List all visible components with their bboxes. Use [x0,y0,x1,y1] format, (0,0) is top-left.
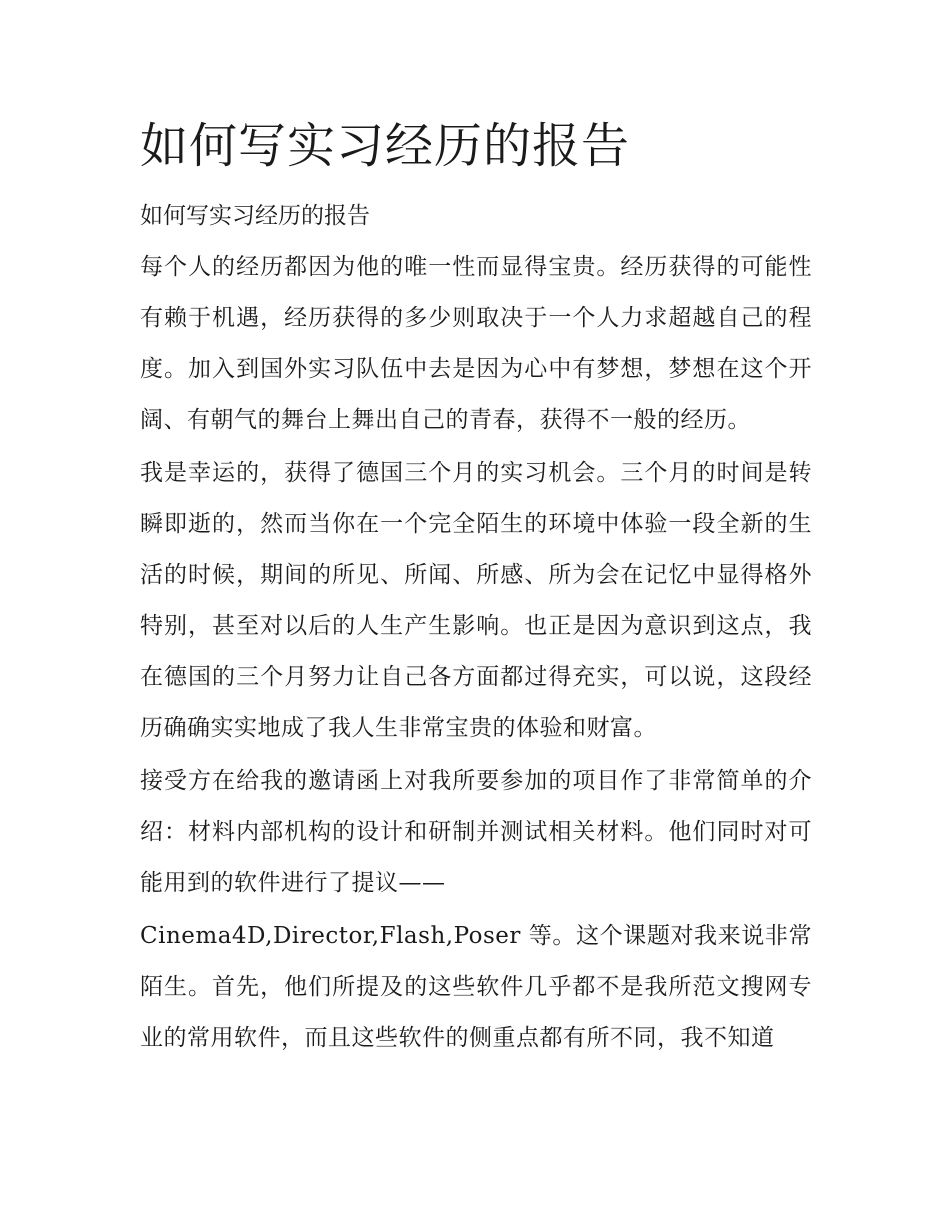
paragraph-4: Cinema4D,Director,Flash,Poser 等。这个课题对我来说非常陌生。首先，他们所提及的这些软件几乎都不是我所范文搜网专业的常用软件，而且这些软件的侧重点都有所不同，我不知道 [140,923,812,1051]
paragraph-1: 每个人的经历都因为他的唯一性而显得宝贵。经历获得的可能性有赖于机遇，经历获得的多少则取决于一个人力求超越自己的程度。加入到国外实习队伍中去是因为心中有梦想，梦想在这个开阔、有朝气的舞台上舞出自己的青春，获得不一般的经历。 [140,254,812,433]
document-title: 如何写实习经历的报告 [140,118,631,174]
paragraph-2: 我是幸运的，获得了德国三个月的实习机会。三个月的时间是转瞬即逝的，然而当你在一个完全陌生的环境中体验一段全新的生活的时候，期间的所见、所闻、所感、所为会在记忆中显得格外特别，甚至对以后的人生产生影响。也正是因为意识到这点，我在德国的三个月努力让自己各方面都过得充实，可以说，这段经历确确实实地成了我人生非常宝贵的体验和财富。 [140,460,812,741]
paragraph-3: 接受方在给我的邀请函上对我所要参加的项目作了非常简单的介绍：材料内部机构的设计和研制并测试相关材料。他们同时对可能用到的软件进行了提议—— [140,768,812,896]
document-page [140,112,812,1066]
document-subtitle: 如何写实习经历的报告 [140,203,370,229]
